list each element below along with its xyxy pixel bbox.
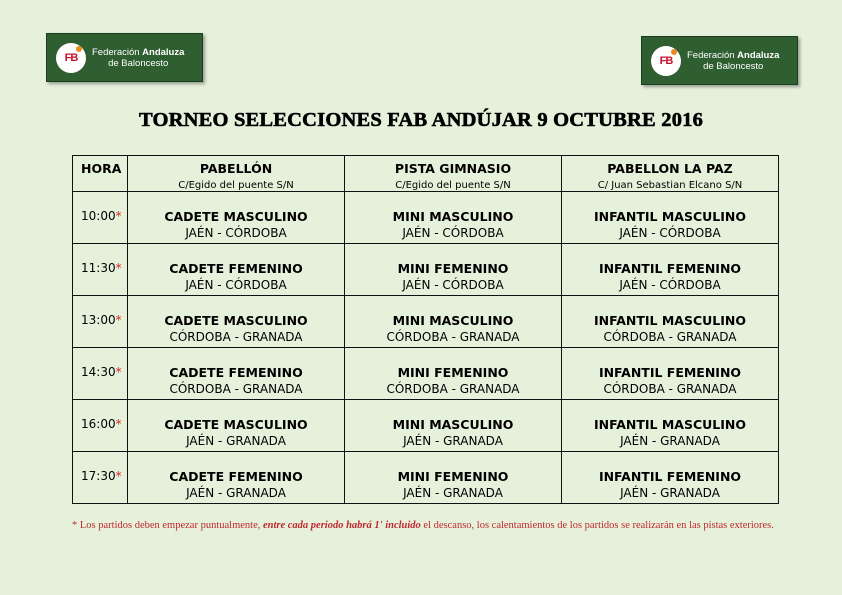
schedule-row — [73, 348, 779, 400]
game-cell — [562, 192, 779, 244]
game-cell — [128, 296, 345, 348]
game-cell — [128, 400, 345, 452]
fab-logo-right — [641, 36, 798, 85]
emblem-dot — [671, 49, 677, 55]
footnote-part1: * Los partidos deben empezar puntualmente, — [72, 520, 263, 531]
game-cell — [345, 348, 562, 400]
game-matchup: CÓRDOBA - GRANADA — [169, 330, 303, 344]
game-matchup: CÓRDOBA - GRANADA — [386, 330, 520, 344]
game-category: INFANTIL MASCULINO — [594, 313, 746, 328]
logo-line1-bold: Andaluza — [737, 49, 780, 61]
game-cell — [128, 244, 345, 296]
game-cell — [345, 244, 562, 296]
game-cell — [562, 348, 779, 400]
game-cell — [345, 400, 562, 452]
schedule-row — [73, 452, 779, 504]
time-cell — [73, 348, 128, 400]
time-value: 13:00 — [81, 313, 116, 327]
asterisk-marker: * — [115, 417, 122, 431]
asterisk-marker: * — [115, 313, 122, 327]
header-row — [73, 156, 779, 192]
logo-text — [687, 50, 779, 72]
game-matchup: CÓRDOBA - GRANADA — [603, 382, 737, 396]
game-cell — [128, 452, 345, 504]
game-category: MINI FEMENINO — [397, 261, 509, 276]
time-value: 11:30 — [81, 261, 116, 275]
time-value: 16:00 — [81, 417, 116, 431]
game-matchup: JAÉN - CÓRDOBA — [185, 278, 287, 292]
game-category: INFANTIL FEMENINO — [598, 261, 742, 276]
game-cell — [345, 192, 562, 244]
emblem-letters: FB — [659, 54, 673, 67]
game-cell — [562, 452, 779, 504]
header-hora — [73, 156, 128, 192]
game-category: INFANTIL FEMENINO — [598, 365, 742, 380]
game-category: CADETE FEMENINO — [169, 469, 303, 484]
game-cell — [562, 296, 779, 348]
asterisk-marker: * — [115, 209, 122, 223]
asterisk-marker: * — [115, 469, 122, 483]
game-matchup: JAÉN - GRANADA — [403, 486, 503, 500]
game-cell — [562, 244, 779, 296]
time-cell — [73, 400, 128, 452]
game-matchup: JAÉN - GRANADA — [186, 434, 286, 448]
game-category: INFANTIL FEMENINO — [598, 469, 742, 484]
game-cell — [562, 400, 779, 452]
game-category: MINI MASCULINO — [392, 209, 514, 224]
game-cell — [128, 192, 345, 244]
hora-label: HORA — [81, 161, 122, 176]
game-matchup: JAÉN - CÓRDOBA — [402, 278, 504, 292]
game-matchup: JAÉN - CÓRDOBA — [185, 226, 287, 240]
emblem-dot — [76, 46, 82, 52]
venue-address: C/ Juan Sebastian Elcano S/N — [597, 180, 743, 191]
page-title: TORNEO SELECCIONES FAB ANDÚJAR 9 OCTUBRE 2016 — [138, 109, 704, 131]
game-category: MINI FEMENINO — [397, 365, 509, 380]
header-venue — [345, 156, 562, 192]
game-matchup: CÓRDOBA - GRANADA — [169, 382, 303, 396]
schedule-row — [73, 296, 779, 348]
schedule-row — [73, 400, 779, 452]
time-value: 17:30 — [81, 469, 116, 483]
venue-address: C/Egido del puente S/N — [178, 180, 294, 191]
game-category: INFANTIL MASCULINO — [594, 417, 746, 432]
header-venue — [128, 156, 345, 192]
game-category: CADETE MASCULINO — [164, 209, 308, 224]
schedule-table — [72, 155, 779, 504]
logo-line1-prefix: Federación — [92, 46, 140, 58]
game-matchup: JAÉN - GRANADA — [186, 486, 286, 500]
logo-line1-prefix: Federación — [687, 49, 735, 61]
game-cell — [345, 452, 562, 504]
game-matchup: JAÉN - CÓRDOBA — [619, 226, 721, 240]
time-cell — [73, 192, 128, 244]
game-category: CADETE FEMENINO — [169, 261, 303, 276]
game-cell — [345, 296, 562, 348]
game-matchup: CÓRDOBA - GRANADA — [386, 382, 520, 396]
game-category: INFANTIL MASCULINO — [594, 209, 746, 224]
time-value: 14:30 — [81, 365, 116, 379]
venue-name: PABELLON LA PAZ — [607, 161, 733, 176]
venue-name: PISTA GIMNASIO — [394, 161, 512, 176]
header-venue — [562, 156, 779, 192]
game-category: MINI MASCULINO — [392, 313, 514, 328]
game-cell — [128, 348, 345, 400]
game-category: MINI FEMENINO — [397, 469, 509, 484]
time-value: 10:00 — [81, 209, 116, 223]
game-category: CADETE MASCULINO — [164, 417, 308, 432]
logo-line2: de Baloncesto — [703, 60, 764, 72]
asterisk-marker: * — [115, 261, 122, 275]
logo-text — [92, 47, 184, 69]
footnote — [72, 518, 792, 533]
game-category: CADETE MASCULINO — [164, 313, 308, 328]
footnote-emphasis: entre cada periodo habrá 1' incluido — [262, 520, 421, 531]
game-matchup: JAÉN - GRANADA — [620, 486, 720, 500]
game-matchup: JAÉN - GRANADA — [403, 434, 503, 448]
asterisk-marker: * — [115, 365, 122, 379]
fab-emblem-icon — [651, 46, 681, 76]
game-matchup: JAÉN - GRANADA — [620, 434, 720, 448]
emblem-letters: FB — [64, 51, 78, 64]
game-matchup: CÓRDOBA - GRANADA — [603, 330, 737, 344]
logo-line2: de Baloncesto — [108, 57, 169, 69]
time-cell — [73, 296, 128, 348]
game-matchup: JAÉN - CÓRDOBA — [402, 226, 504, 240]
fab-logo-left — [46, 33, 203, 82]
venue-name: PABELLÓN — [199, 161, 273, 176]
schedule-row — [73, 244, 779, 296]
game-category: CADETE FEMENINO — [169, 365, 303, 380]
time-cell — [73, 244, 128, 296]
logo-line1-bold: Andaluza — [142, 46, 185, 58]
footnote-part2: el descanso, los calentamientos de los partidos se realizarán en las pistas exteriores. — [420, 520, 774, 531]
venue-address: C/Egido del puente S/N — [395, 180, 511, 191]
game-matchup: JAÉN - CÓRDOBA — [619, 278, 721, 292]
game-category: MINI MASCULINO — [392, 417, 514, 432]
schedule-row — [73, 192, 779, 244]
fab-emblem-icon — [56, 43, 86, 73]
time-cell — [73, 452, 128, 504]
